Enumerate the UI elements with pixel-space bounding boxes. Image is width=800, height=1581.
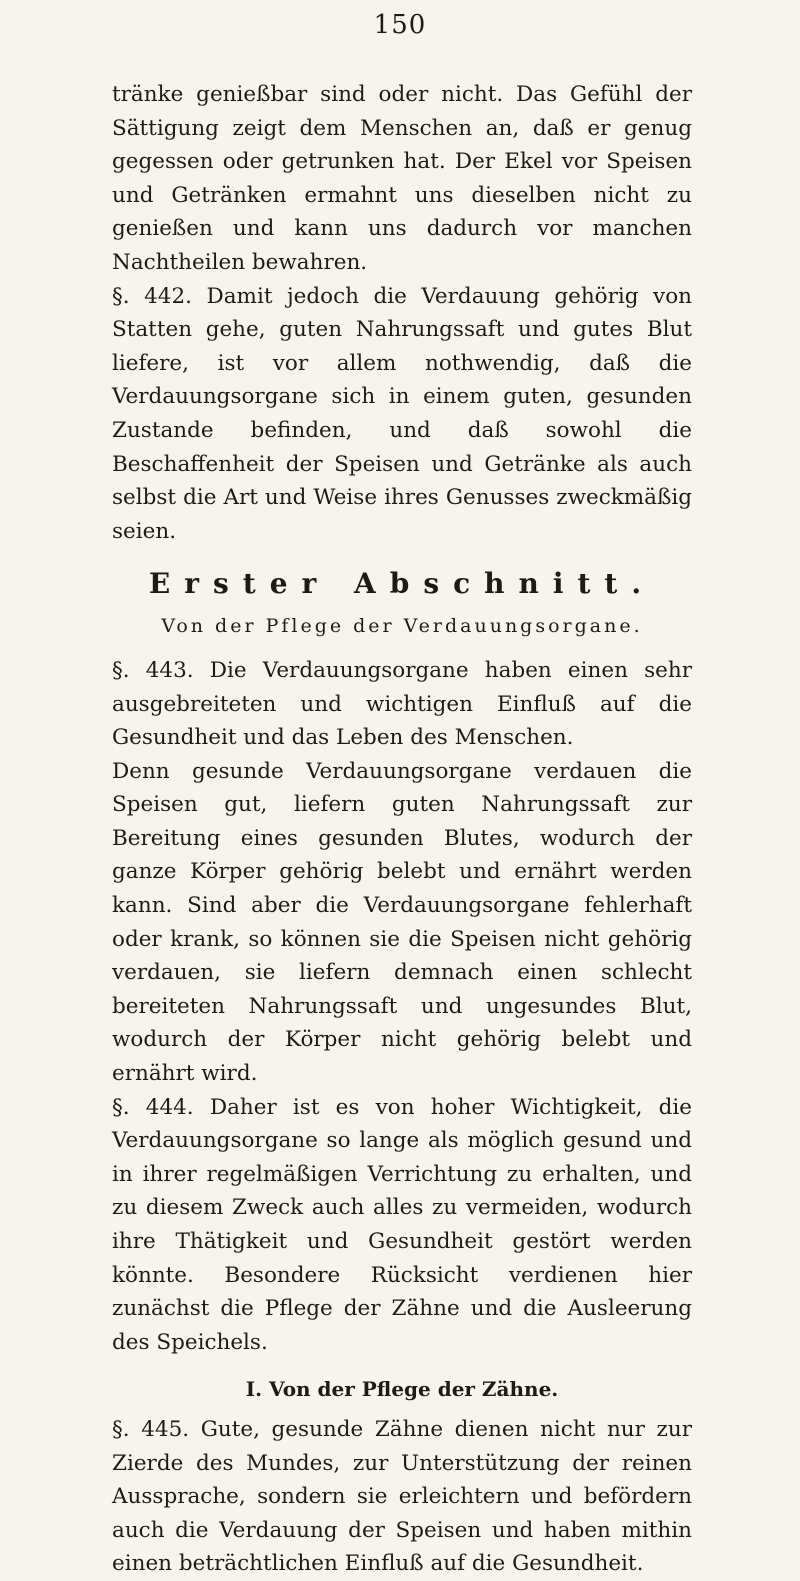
paragraph-444: §. 444. Daher ist es von hoher Wichtigkeit, die Verdauungsorgane so lange als möglich gesund und in ihrer regelmäßigen Verrichtung zu erhalten, und zu diesem Zweck auch alles zu vermeiden, wodurch ihre Thätigkeit und Gesundheit gestört werden könnte. Besondere Rücksicht verdienen hier zunächst die Pflege der Zähne und die Ausleerung des Speichels.: [112, 1094, 692, 1355]
paragraph-443: §. 443. Die Verdauungsorgane haben einen sehr ausgebreiteten und wichtigen Einfluß auf die Gesundheit und das Leben des Menschen.: [112, 657, 692, 751]
paragraph-443-continued: Denn gesunde Verdauungsorgane verdauen die Speisen gut, liefern guten Nahrungssaft zur Bereitung eines gesunden Blutes, wodurch der ganze Körper gehörig belebt und ernährt werden kann. Sind aber die Verdauungsorgane fehlerhaft oder krank, so können sie die Speisen nicht gehörig verdauen, sie liefern demnach einen schlecht bereiteten Nahrungssaft und ungesundes Blut, wodurch der Körper nicht gehörig belebt und ernährt wird.: [112, 758, 692, 1087]
section-subtitle: Von der Pflege der Verdauungsorgane.: [161, 615, 643, 638]
paragraph-442: §. 442. Damit jedoch die Verdauung gehörig von Statten gehe, guten Nahrungssaft und gutes Blut liefere, ist vor allem nothwendig, daß die Verdauungsorgane sich in einem guten, gesunden Zustande befinden, und daß sowohl die Beschaffenheit der Speisen und Getränke als auch selbst die Art und Weise ihres Genusses zweckmäßig seien.: [112, 283, 692, 544]
subheading-teeth: I. Von der Pflege der Zähne.: [245, 1377, 559, 1402]
section-title: Erster Abschnitt.: [148, 567, 656, 601]
paragraph-continuation: tränke genießbar sind oder nicht. Das Gefühl der Sättigung zeigt dem Menschen an, daß er genug gegessen oder getrunken hat. Der Ekel vor Speisen und Getränken ermahnt uns dieselben nicht zu genießen und kann uns dadurch vor manchen Nachtheilen bewahren.: [112, 82, 692, 275]
body-text: [112, 78, 692, 1581]
paragraph-445: §. 445. Gute, gesunde Zähne dienen nicht nur zur Zierde des Mundes, zur Unterstützung der reinen Aussprache, sondern sie erleichtern und befördern auch die Verdauung der Speisen und haben mithin einen beträchtlichen Einfluß auf die Gesundheit.: [112, 1416, 692, 1577]
page-number: 150: [373, 10, 427, 40]
